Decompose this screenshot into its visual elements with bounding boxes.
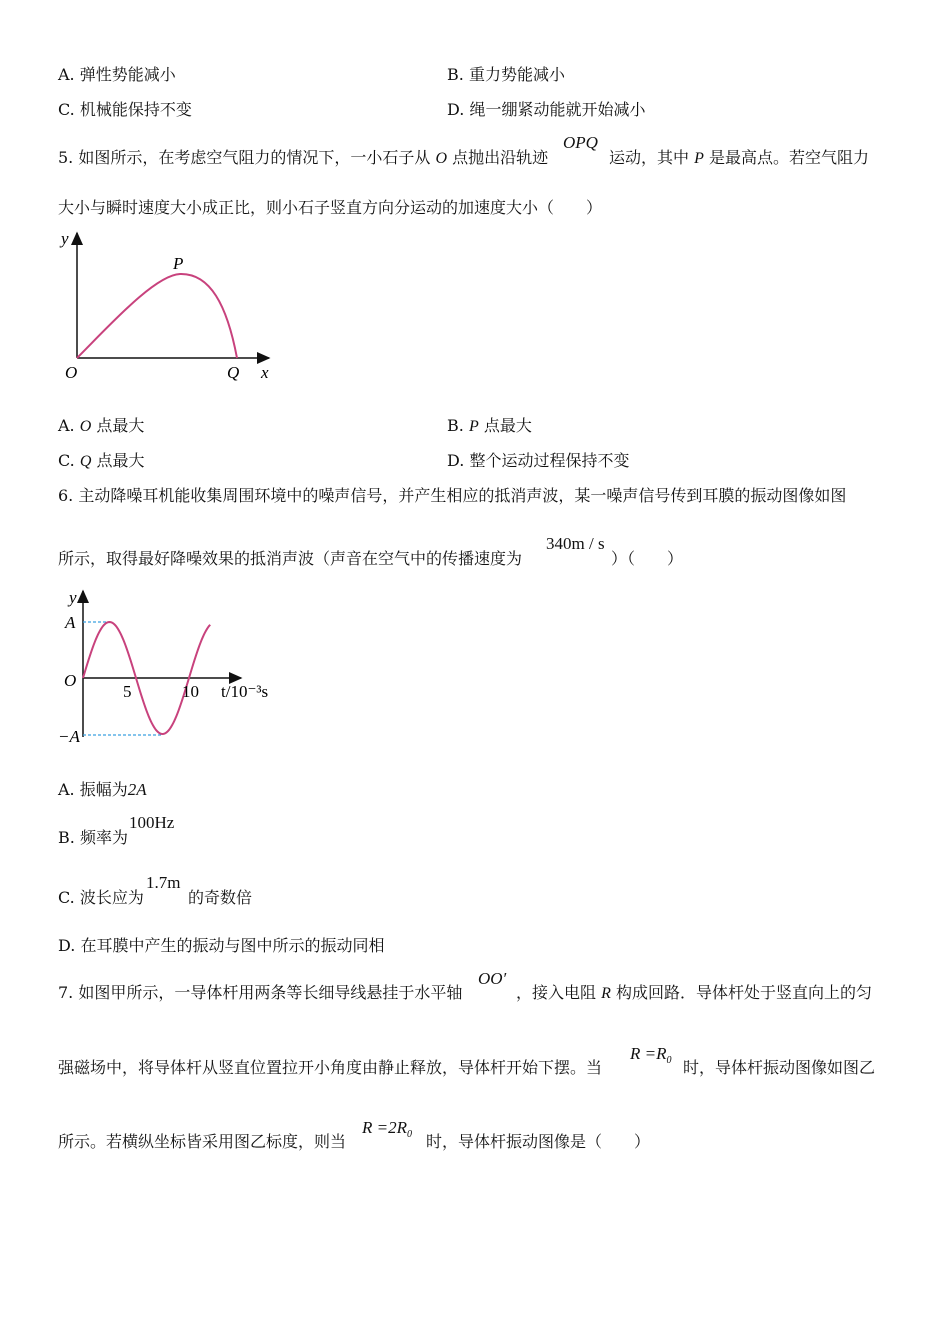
option-label: C. [58, 100, 75, 119]
q6-vibration-figure [55, 585, 285, 750]
math-var: O [435, 150, 448, 167]
q6-stem-line1 [58, 485, 846, 507]
stem-text: ，接入电阻 [516, 983, 597, 1002]
q6-option-d [58, 935, 384, 957]
option-label: D. [58, 936, 76, 955]
question-number: 5. [58, 148, 74, 167]
q7-stem-line1 [58, 982, 462, 1004]
q6-stem-line2: 所示，取得最好降噪效果的抵消声波（声音在空气中的传播速度为 [58, 549, 523, 568]
wavelength-value: 1.7m [146, 873, 181, 892]
math-var: P [468, 418, 479, 435]
q4-option-a [58, 64, 176, 86]
option-text: 频率为 [79, 828, 128, 847]
peak-label: P [173, 254, 184, 273]
q6-option-b [58, 827, 128, 849]
q7-stem-line3-tail: 时，导体杆振动图像是（ ） [426, 1132, 651, 1151]
q4-option-b [447, 64, 565, 86]
math-var: Q [79, 453, 92, 470]
math-value: 2A [127, 780, 147, 799]
math-var: P [694, 150, 704, 167]
q7-stem-line2: 强磁场中，将导体杆从竖直位置拉开小角度由静止释放，导体杆开始下摆。当 [58, 1058, 603, 1077]
path-label-opq: OPQ [563, 133, 598, 152]
q7-stem-line1-tail [516, 982, 872, 1005]
q5-option-b [447, 415, 532, 438]
math-expr: R =2R [362, 1118, 407, 1137]
stem-text: 主动降噪耳机能收集周围环境中的噪声信号，并产生相应的抵消声波，某一噪声信号传到耳膜的振动图像如图 [78, 486, 847, 505]
option-text: 绳一绷紧动能就开始减小 [469, 100, 646, 119]
q6-option-a [58, 779, 147, 801]
option-label: B. [447, 416, 464, 435]
stem-text: 点抛出沿轨迹 [452, 148, 549, 167]
stem-text: 构成回路．导体杆处于竖直向上的匀 [615, 983, 872, 1002]
option-label: D. [447, 451, 465, 470]
amplitude-label: A [65, 613, 76, 632]
stem-text: 如图甲所示，一导体杆用两条等长细导线悬挂于水平轴 [78, 983, 463, 1002]
q5-option-c [58, 450, 145, 473]
option-label: A. [58, 780, 75, 799]
option-text: 点最大 [96, 416, 145, 435]
frequency-value: 100Hz [129, 813, 175, 832]
q7-stem-line2-tail: 时，导体杆振动图像如图乙 [683, 1058, 876, 1077]
q4-option-d [447, 99, 645, 121]
math-var: O [79, 418, 92, 435]
q4-option-c [58, 99, 192, 121]
q5-stem-line2: 大小与瞬时速度大小成正比，则小石子竖直方向分运动的加速度大小（ ） [58, 198, 603, 217]
t-axis-label: t/10⁻³s [221, 682, 269, 701]
stem-text: 如图所示，在考虑空气阻力的情况下，一小石子从 [78, 148, 431, 167]
q6-option-c-tail: 的奇数倍 [188, 888, 253, 907]
option-text: 弹性势能减小 [79, 65, 176, 84]
q6-stem-line2-tail: ）（ ） [611, 549, 684, 568]
q7-stem-line3: 所示。若横纵坐标皆采用图乙标度，则当 [58, 1132, 347, 1151]
q5-option-d [447, 450, 629, 472]
option-text: 整个运动过程保持不变 [469, 451, 630, 470]
option-text: 振幅为 [79, 780, 128, 799]
q5-trajectory-figure [55, 225, 285, 385]
question-number: 7. [58, 983, 74, 1002]
q5-stem-line1 [58, 147, 548, 170]
option-label: A. [58, 65, 75, 84]
stem-text: 是最高点。若空气阻力 [708, 148, 869, 167]
option-label: C. [58, 888, 75, 907]
sound-speed-value: 340m / s [546, 534, 605, 553]
option-text: 机械能保持不变 [79, 100, 192, 119]
axis-label-oo: OO′ [478, 969, 507, 988]
option-label: D. [447, 100, 465, 119]
y-axis-label: y [61, 229, 69, 248]
math-var: R [601, 985, 611, 1002]
origin-label: O [65, 363, 78, 382]
y-axis-label: y [69, 588, 77, 607]
tick-label-10: 10 [182, 682, 199, 701]
trajectory-curve [77, 274, 237, 358]
end-label: Q [227, 363, 240, 382]
q5-option-a [58, 415, 144, 438]
option-text: 波长应为 [79, 888, 144, 907]
option-text: 在耳膜中产生的振动与图中所示的振动同相 [80, 936, 385, 955]
option-label: B. [447, 65, 464, 84]
option-text: 重力势能减小 [468, 65, 565, 84]
option-text: 点最大 [96, 451, 145, 470]
math-subscript: 0 [666, 1055, 672, 1066]
neg-amplitude-label: −A [58, 727, 80, 746]
option-label: A. [58, 416, 75, 435]
tick-label-5: 5 [123, 682, 132, 701]
stem-text: 运动，其中 [609, 148, 690, 167]
question-number: 6. [58, 486, 74, 505]
origin-label: O [64, 671, 77, 690]
option-label: B. [58, 828, 75, 847]
option-label: C. [58, 451, 75, 470]
math-expr: R =R [630, 1044, 667, 1063]
math-subscript: 0 [407, 1129, 412, 1140]
q6-option-c [58, 887, 144, 909]
x-axis-label: x [261, 363, 269, 382]
option-text: 点最大 [483, 416, 532, 435]
condition-r-equals-2r0 [362, 1117, 412, 1146]
q5-stem-line1-tail [609, 147, 869, 170]
condition-r-equals-r0 [630, 1043, 672, 1072]
